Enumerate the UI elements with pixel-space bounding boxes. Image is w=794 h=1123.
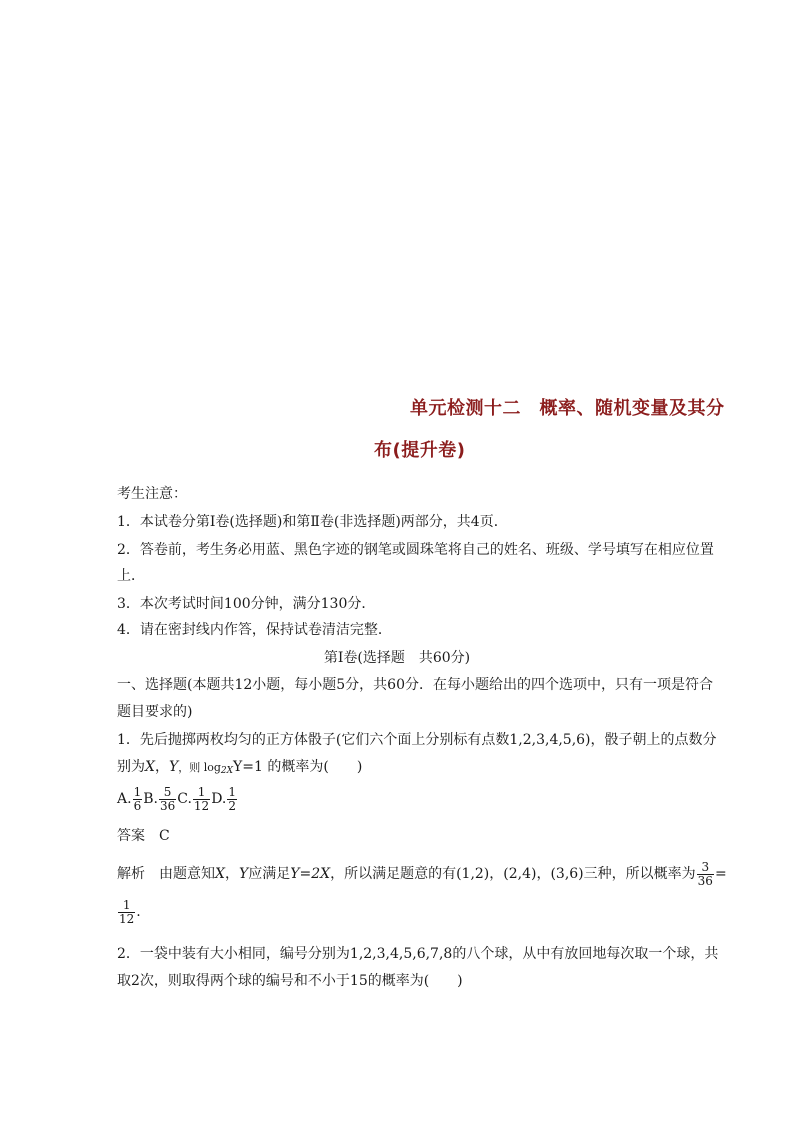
fraction-1-num: 3 — [697, 861, 714, 875]
notice-heading: 考生注意： — [117, 486, 187, 502]
option-a-fraction — [133, 786, 143, 813]
option-c-label: C. — [177, 791, 192, 807]
analysis-fraction-2 — [118, 899, 135, 926]
option-d-den: 2 — [228, 798, 237, 813]
analysis-equation: Y=2X — [290, 866, 331, 882]
log-subscript: 2X — [220, 766, 234, 776]
section-intro-line-2: 题目要求的) — [117, 704, 193, 720]
notice-item-1: 1．本试卷分第Ⅰ卷(选择题)和第Ⅱ卷(非选择题)两部分，共4页． — [117, 514, 508, 530]
q2-line-2: 取2次，则取得两个球的编号和不小于15的概率为( ) — [117, 973, 463, 989]
analysis-equals: = — [714, 866, 727, 882]
notice-item-2-cont: 上． — [117, 568, 145, 584]
q1-line-2 — [117, 757, 362, 781]
notice-item-3: 3．本次考试时间100分钟，满分130分． — [117, 596, 376, 612]
sep: ， — [154, 759, 169, 775]
analysis-var-x: X — [215, 866, 225, 882]
analysis-sep: ， — [224, 866, 239, 882]
option-c-fraction — [193, 786, 210, 813]
option-c-num: 1 — [193, 786, 210, 800]
analysis-var-y: Y — [238, 866, 249, 882]
option-a-den: 6 — [133, 798, 142, 813]
title-line-2: 布(提升卷) — [374, 440, 466, 461]
section-heading: 第Ⅰ卷(选择题 共60分) — [323, 650, 471, 666]
option-c-den: 12 — [193, 798, 210, 813]
var-x: X — [145, 759, 155, 775]
q1-line2-post: Y=1 的概率为( ) — [233, 759, 363, 775]
option-d-label: D. — [211, 791, 227, 807]
notice-item-2: 2．答卷前，考生务必用蓝、黑色字迹的钢笔或圆珠笔将自己的姓名、班级、学号填写在相应位置 — [117, 542, 714, 558]
fraction-2-den: 12 — [119, 911, 135, 926]
var-y: Y — [168, 759, 179, 775]
analysis-period: . — [136, 904, 141, 920]
log-text: ，则 log — [178, 761, 221, 774]
section-intro-line-1: 一、选择题(本题共12小题，每小题5分，共60分．在每小题给出的四个选项中，只有一项是符合 — [117, 677, 713, 693]
analysis-mid1: 应满足 — [248, 866, 291, 882]
option-b-den: 36 — [159, 798, 176, 813]
notice-item-4: 4．请在密封线内作答，保持试卷清洁完整． — [117, 622, 392, 638]
option-a-label: A. — [117, 791, 132, 807]
fraction-2-num: 1 — [118, 899, 135, 913]
option-d-num: 1 — [228, 784, 237, 799]
analysis-fraction-1 — [697, 861, 714, 888]
option-b-num: 5 — [159, 786, 176, 800]
analysis-pre: 解析 由题意知 — [117, 866, 215, 882]
option-b-fraction — [159, 786, 176, 813]
analysis-mid2: ，所以满足题意的有(1,2)，(2,4)，(3,6)三种，所以概率为 — [330, 866, 696, 882]
option-a-num: 1 — [133, 784, 142, 799]
q1-line-1: 1．先后抛掷两枚均匀的正方体骰子(它们六个面上分别标有点数1,2,3,4,5,6)，骰子朝上的点数分 — [117, 732, 717, 748]
option-d-fraction — [227, 786, 237, 813]
fraction-1-den: 36 — [697, 873, 713, 888]
option-b-label: B. — [143, 791, 158, 807]
q1-line2-pre: 别为 — [117, 759, 145, 775]
title-line-1: 单元检测十二 概率、随机变量及其分 — [410, 398, 725, 419]
q1-analysis-cont — [117, 896, 141, 928]
q2-line-1: 2．一袋中装有大小相同，编号分别为1,2,3,4,5,6,7,8的八个球，从中有放回地每次取一个球，共 — [117, 946, 719, 962]
q1-answer: 答案 C — [117, 828, 170, 844]
q1-options — [117, 783, 238, 815]
q1-analysis — [117, 858, 727, 890]
